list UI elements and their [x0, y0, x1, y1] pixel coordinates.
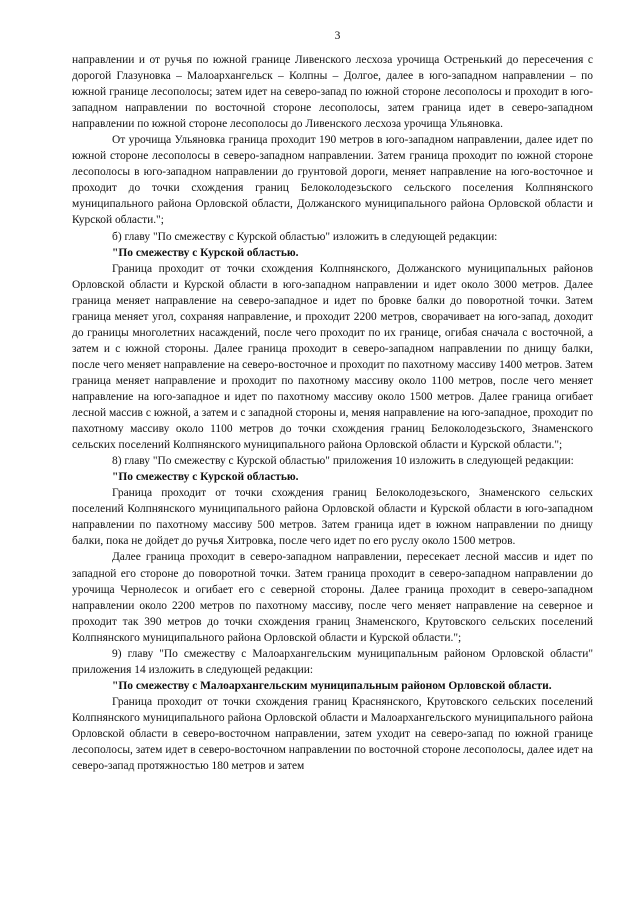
heading-text: По смежеству с Малоархангельским муниципальным районом Орловской области.: [118, 679, 552, 692]
paragraph: Граница проходит от точки схождения границ Краснянского, Крутовского сельских поселений Колпнянского муниципального района Орловской области и Малоархангельского муниципального района Орловской области в северо-восточном направлении, затем уходит на северо-запад по южной границе лесополосы, затем идет в северо-восточном направлении по восточной стороне лесополосы, далее идет на северо-запад протяжностью 180 метров и затем: [72, 695, 593, 773]
heading-text: По смежеству с Курской областью.: [118, 471, 299, 484]
paragraph: Граница проходит от точки схождения Колпнянского, Должанского муниципальных районов Орловской области и Курской области в юго-западном направлении и идет около 3000 метров. Далее граница меняет направление на северо-западное и идет по бровке балки до поворотной точки. Затем граница меняет угол, сохраняя направление, и проходит 2200 метров, сворачивает на юго-запад, доходит до границы многолетних насаждений, после чего проходит по их границе, огибая сначала с восточной, а затем и с южной стороны. Далее граница проходит в северо-западном направлении по днищу балки, после чего меняет направление на северо-восточное и проходит по пахотному массиву 1400 метров. Затем граница меняет направление и проходит по пахотному массиву около 1100 метров, после чего меняет направление на юго-западное и идет по пахотному массиву около 1500 метров. Далее граница огибает лесной массив с южной, а затем и с западной стороны и, меняя направление на юго-западное, проходит по пахотному массиву около 1100 метров до точки схождения границ Белоколодезьского, Знаменского сельских поселений Колпнянского муниципального района Орловской области и Курской области.";: [72, 262, 593, 452]
paragraph: От урочища Ульяновка граница проходит 190 метров в юго-западном направлении, далее идет по южной стороне лесополосы в северо-западном направлении. Затем граница проходит по южной стороне лесополосы в юго-западном направлении до грунтовой дороги, меняет направление на юго-восточное и проходит до точки схождения границ Белоколодезьского сельского поселения Колпнянского муниципального района Орловской области, Должанского муниципального района Орловской области и Курской области.";: [72, 134, 593, 227]
paragraph: 8) главу "По смежеству с Курской областью" приложения 10 изложить в следующей редакции:: [112, 455, 574, 468]
heading-quote: ": [112, 246, 119, 259]
paragraph: 9) главу "По смежеству с Малоархангельским муниципальным районом Орловской области" приложения 14 изложить в следующей редакции:: [72, 647, 593, 676]
section-heading: [72, 469, 593, 485]
section-heading: [72, 245, 593, 261]
paragraph: б) главу "По смежеству с Курской областью" изложить в следующей редакции:: [112, 230, 498, 243]
paragraph: Граница проходит от точки схождения границ Белоколодезьского, Знаменского сельских поселений Колпнянского муниципального района Орловской области и Курской области в юго-западном направлении по пахотному массиву 500 метров. Затем граница идет в южном направлении по днищу балки, пока не дойдет до ручья Хитровка, после чего идет по его руслу около 1500 метров.: [72, 487, 593, 548]
paragraph: Далее граница проходит в северо-западном направлении, пересекает лесной массив и идет по западной его стороне до поворотной точки. Затем граница проходит в северо-западном направлении до урочища Чернолесок и огибает его с северной стороны. Далее граница проходит в северо-западном направлении около 2200 метров по пахотному массиву, после чего меняет направление на северное и проходит так 390 метров до точки схождения границ Знаменского, Крутовского сельских поселений Колпнянского муниципального района Орловской области и Курской области.";: [72, 551, 593, 644]
page-number: 3: [334, 30, 341, 42]
heading-text: По смежеству с Курской областью.: [118, 246, 299, 259]
paragraph: направлении и от ручья по южной границе Ливенского лесхоза урочища Остренький до пересечения с дорогой Глазуновка – Малоархангельск – Колпны – Долгое, далее в юго-западном направлении – по южной границе лесополосы; затем идет на северо-запад по южной стороне лесополосы и проходит в юго-западном направлении по восточной стороне лесополосы, затем граница идет в северо-западном направлении по южной стороне лесополосы до Ливенского лесхоза урочища Ульяновка.: [72, 54, 593, 131]
heading-quote: ": [112, 679, 119, 692]
heading-quote: ": [112, 471, 119, 484]
document-body: [72, 52, 593, 774]
section-heading: [72, 678, 593, 694]
